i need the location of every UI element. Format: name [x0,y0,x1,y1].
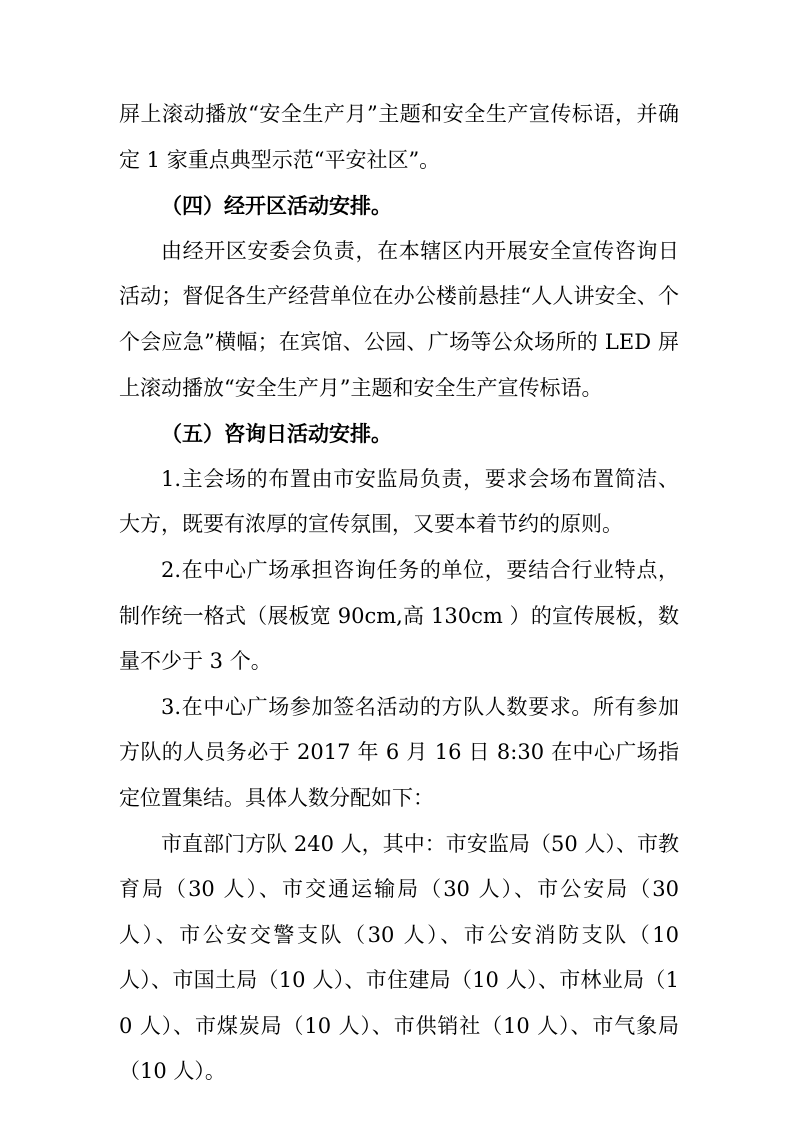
paragraph-economic-zone: 由经开区安委会负责，在本辖区内开展安全宣传咨询日活动；督促各生产经营单位在办公楼前悬挂“人人讲安全、个个会应急”横幅；在宾馆、公园、广场等公众场所的 LED 屏上滚动播放“安全生产月”主题和安全生产宣传标语。 [119,238,679,400]
paragraph-item-3: 3.在中心广场参加签名活动的方队人数要求。所有参加方队的人员务必于 2017 年 6 月 16 日 8:30 在中心广场指定位置集结。具体人数分配如下： [119,694,679,810]
paragraph-item-2: 2.在中心广场承担咨询任务的单位，要结合行业特点，制作统一格式（展板宽 90cm,高 130cm ）的宣传展板，数量不少于 3 个。 [119,557,679,674]
paragraph-item-1: 1.主会场的布置由市安监局负责，要求会场布置简洁、大方，既要有浓厚的宣传氛围，又要本着节约的原则。 [119,466,679,537]
section-heading-four: （四）经开区活动安排。 [161,193,392,219]
section-heading-five: （五）咨询日活动安排。 [161,421,392,447]
paragraph-continuation: 屏上滚动播放“安全生产月”主题和安全生产宣传标语，并确定 1 家重点典型示范“平安社区”。 [119,102,679,172]
document-body [119,92,679,1095]
paragraph-allocation: 市直部门方队 240 人，其中：市安监局（50 人）、市教育局（30 人）、市交通运输局（30 人）、市公安局（30 人）、市公安交警支队（30 人）、市公安消防支队（10 人）、市国土局（10 人）、市住建局（10 人）、市林业局（10 人）、市煤炭局（10 人）、市供销社（10 人）、市气象局（10 人）。 [119,831,679,1084]
